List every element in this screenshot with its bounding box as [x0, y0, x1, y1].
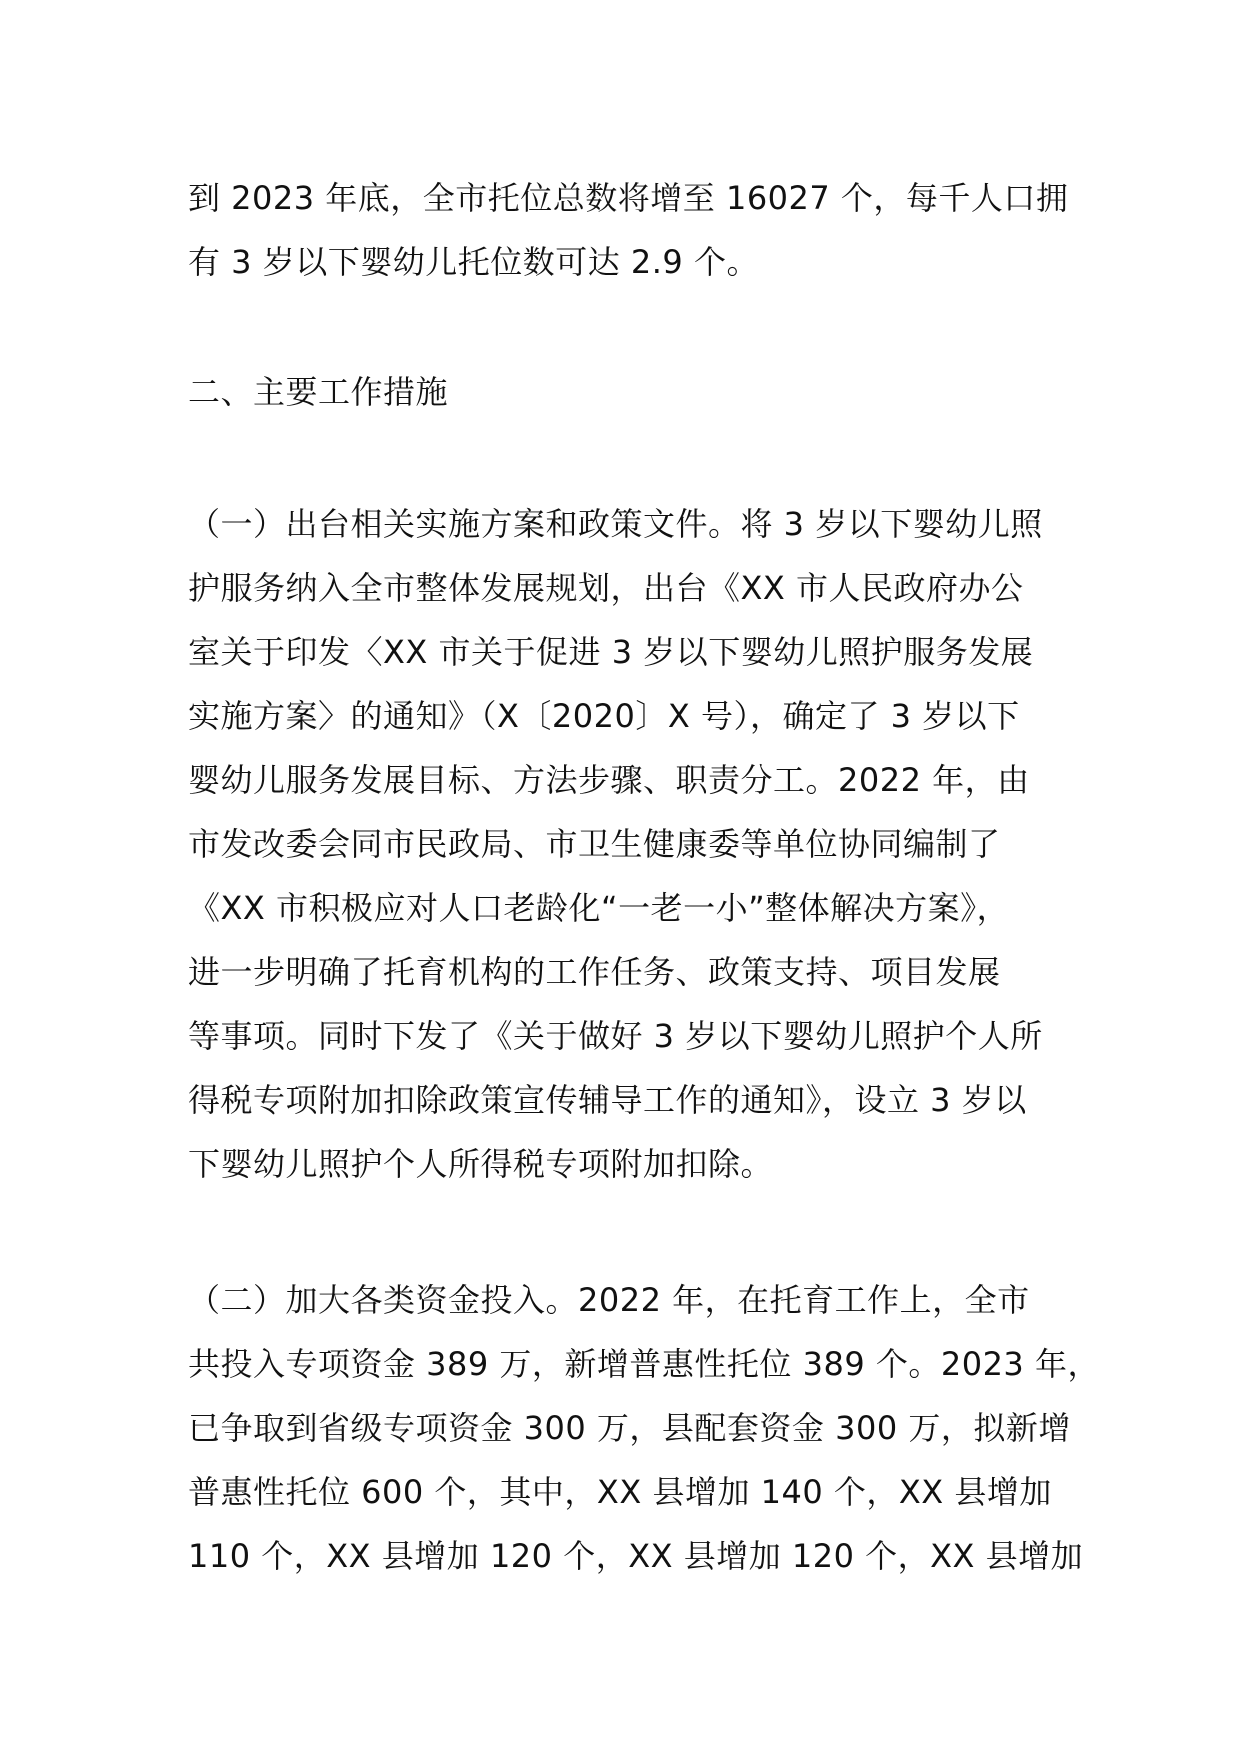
text-line: 普惠性托位 600 个，其中，XX 县增加 140 个，XX 县增加 — [188, 1473, 1052, 1511]
heading-text: 二、主要工作措施 — [188, 373, 449, 411]
text-line: （一）出台相关实施方案和政策文件。将 3 岁以下婴幼儿照 — [188, 505, 1043, 543]
paragraph-policy-documents — [188, 492, 1088, 1196]
intro-paragraph — [188, 166, 1088, 294]
text-line: 护服务纳入全市整体发展规划，出台《XX 市人民政府办公 — [188, 569, 1024, 607]
text-line: 《XX 市积极应对人口老龄化“一老一小”整体解决方案》， — [188, 889, 1010, 927]
text-line: 实施方案〉的通知》（X〔2020〕X 号），确定了 3 岁以下 — [188, 697, 1020, 735]
text-line: （二）加大各类资金投入。2022 年，在托育工作上，全市 — [188, 1281, 1030, 1319]
text-line: 已争取到省级专项资金 300 万，县配套资金 300 万，拟新增 — [188, 1409, 1071, 1447]
text-line: 共投入专项资金 389 万，新增普惠性托位 389 个。2023 年， — [188, 1345, 1100, 1383]
section-heading — [188, 360, 1088, 424]
text-line: 市发改委会同市民政局、市卫生健康委等单位协同编制了 — [188, 825, 1001, 863]
text-line: 110 个，XX 县增加 120 个，XX 县增加 120 个，XX 县增加 — [188, 1537, 1084, 1575]
text-line: 有 3 岁以下婴幼儿托位数可达 2.9 个。 — [188, 243, 759, 281]
text-line: 进一步明确了托育机构的工作任务、政策支持、项目发展 — [188, 953, 1001, 991]
text-line: 下婴幼儿照护个人所得税专项附加扣除。 — [188, 1145, 774, 1183]
text-line: 婴幼儿服务发展目标、方法步骤、职责分工。2022 年，由 — [188, 761, 1030, 799]
text-line: 等事项。同时下发了《关于做好 3 岁以下婴幼儿照护个人所 — [188, 1017, 1043, 1055]
text-line: 到 2023 年底，全市托位总数将增至 16027 个，每千人口拥 — [188, 179, 1069, 217]
text-line: 室关于印发〈XX 市关于促进 3 岁以下婴幼儿照护服务发展 — [188, 633, 1034, 671]
paragraph-funding — [188, 1268, 1100, 1588]
text-line: 得税专项附加扣除政策宣传辅导工作的通知》，设立 3 岁以 — [188, 1081, 1027, 1119]
